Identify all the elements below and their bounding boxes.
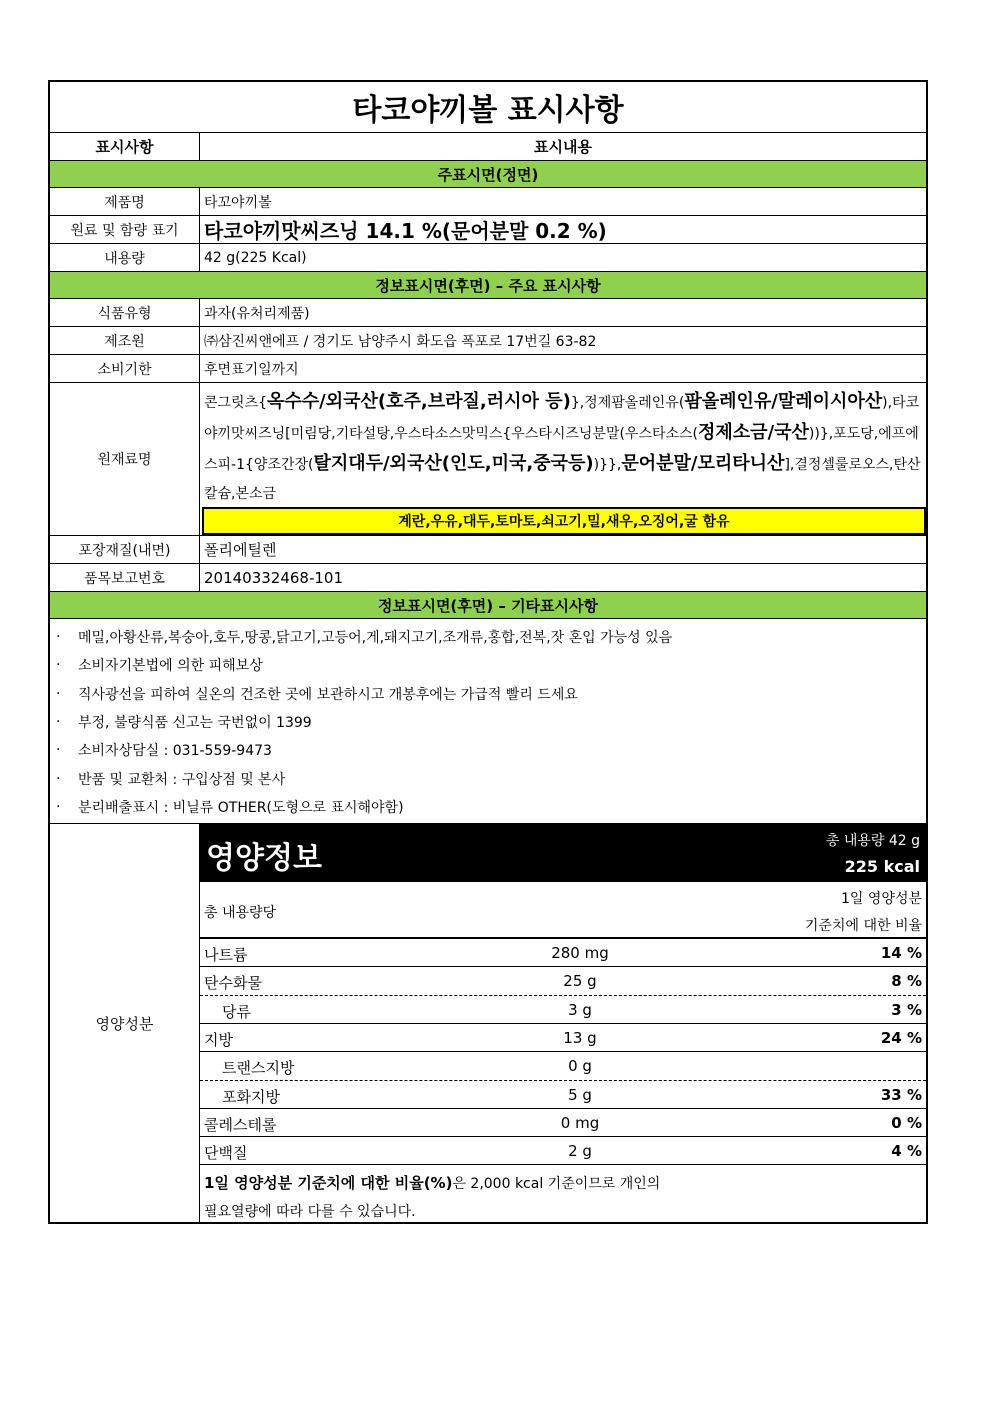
note-item bbox=[56, 708, 926, 736]
product-name-row bbox=[50, 188, 926, 216]
nutrient-percent: 3 % bbox=[891, 1000, 922, 1019]
ingredient-part: 옥수수/외국산(호주,브라질,러시아 등) bbox=[267, 391, 571, 412]
nutrition-subheader bbox=[200, 882, 926, 939]
note-item bbox=[56, 651, 926, 679]
packaging-row bbox=[50, 536, 926, 564]
ingredients-text bbox=[200, 383, 926, 507]
nutrition-footer-line2: 필요열량에 따라 다를 수 있습니다. bbox=[204, 1204, 416, 1221]
nutrient-name: 콜레스테롤 bbox=[204, 1115, 277, 1134]
ingredient-part: 콘그릿츠{ bbox=[204, 395, 268, 411]
expiry-row bbox=[50, 355, 926, 383]
header-col-content: 표시내용 bbox=[534, 138, 592, 156]
nutrient-amount: 25 g bbox=[563, 972, 597, 991]
nutrient-amount: 0 mg bbox=[560, 1113, 600, 1132]
header-col-label: 표시사항 bbox=[50, 133, 200, 160]
nutrition-table-row bbox=[200, 967, 926, 995]
bullet-icon: · bbox=[56, 629, 61, 646]
nutrition-row bbox=[50, 824, 926, 1222]
ingredient-part: 정제소금/국산 bbox=[698, 422, 809, 443]
ingredient-part: )}}, bbox=[593, 457, 622, 473]
food-type-label: 식품유형 bbox=[50, 299, 200, 326]
nutrition-footer-rest: 은 2,000 kcal 기준이므로 개인의 bbox=[452, 1176, 661, 1193]
bullet-icon: · bbox=[56, 742, 61, 759]
manufacturer-value: ㈜삼진씨앤에프 / 경기도 남양주시 화도읍 폭포로 17번길 63-82 bbox=[204, 333, 597, 350]
nutrient-percent: 0 % bbox=[891, 1113, 922, 1132]
expiry-value: 후면표기일까지 bbox=[204, 361, 299, 378]
nutrition-title: 영양정보 bbox=[206, 841, 322, 877]
note-text: 소비자상담실 : 031-559-9473 bbox=[78, 743, 272, 760]
packaging-label: 포장재질(내면) bbox=[50, 536, 200, 563]
nutrient-amount: 13 g bbox=[563, 1028, 597, 1047]
nutrient-name: 단백질 bbox=[204, 1144, 248, 1163]
product-name-label: 제품명 bbox=[50, 188, 200, 215]
nutrition-label: 영양성분 bbox=[50, 824, 200, 1222]
nutrition-per: 총 내용량당 bbox=[204, 905, 277, 922]
nutrient-name: 탄수화물 bbox=[204, 974, 262, 993]
ingredient-ratio-label: 원료 및 함량 표기 bbox=[50, 216, 200, 243]
nutrient-amount: 0 g bbox=[568, 1057, 592, 1076]
bullet-icon: · bbox=[56, 798, 61, 815]
nutrient-amount: 2 g bbox=[568, 1142, 592, 1161]
ingredient-part: 탈지대두/외국산(인도,미국,중국등) bbox=[313, 453, 594, 474]
ingredient-part: 문어분말/모리타니산 bbox=[621, 453, 785, 474]
nutrition-footer-bold: 1일 영양성분 기준치에 대한 비율(%) bbox=[204, 1174, 453, 1193]
nutrient-percent: 33 % bbox=[880, 1085, 922, 1104]
header-row bbox=[50, 133, 926, 161]
food-type-row bbox=[50, 299, 926, 327]
page-title: 타코야끼볼 표시사항 bbox=[50, 82, 926, 133]
ingredient-ratio-row bbox=[50, 216, 926, 244]
manufacturer-label: 제조원 bbox=[50, 327, 200, 354]
bullet-icon: · bbox=[56, 657, 61, 674]
report-no-value: 20140332468-101 bbox=[204, 568, 344, 587]
bullet-icon: · bbox=[56, 685, 61, 702]
nutrition-table-row bbox=[200, 1109, 926, 1137]
manufacturer-row bbox=[50, 327, 926, 355]
report-no-label: 품목보고번호 bbox=[50, 564, 200, 591]
nutrition-table-row bbox=[200, 1024, 926, 1052]
bullet-icon: · bbox=[56, 770, 61, 787]
packaging-value: 폴리에틸렌 bbox=[204, 541, 277, 559]
nutrient-percent: 4 % bbox=[891, 1142, 922, 1161]
nutrient-amount: 280 mg bbox=[551, 944, 609, 963]
nutrient-percent: 24 % bbox=[880, 1028, 922, 1047]
allergen-notice: 계란,우유,대두,토마토,쇠고기,밀,새우,오징어,굴 함유 bbox=[202, 507, 926, 535]
note-text: 반품 및 교환처 : 구입상점 및 본사 bbox=[78, 771, 286, 788]
nutrition-panel bbox=[200, 824, 926, 1222]
nutrient-name: 포화지방 bbox=[222, 1087, 280, 1106]
note-item bbox=[56, 680, 926, 708]
nutrition-header bbox=[200, 824, 926, 882]
nutrition-total: 총 내용량 42 g bbox=[825, 833, 920, 850]
nutrition-footer bbox=[200, 1165, 926, 1230]
section-back-other-header: 정보표시면(후면) – 기타표시사항 bbox=[50, 592, 926, 619]
notes-row bbox=[50, 619, 926, 824]
nutrient-name: 트랜스지방 bbox=[222, 1059, 295, 1078]
expiry-label: 소비기한 bbox=[50, 355, 200, 382]
note-text: 부정, 불량식품 신고는 국번없이 1399 bbox=[78, 715, 312, 732]
ingredient-part: ),타코야끼맛씨즈닝[미림당,기타설탕,우스타소스맛믹스{우스타시즈닝분말(우스타소스( bbox=[204, 395, 920, 442]
section-front-header: 주표시면(정면) bbox=[50, 161, 926, 188]
content-label: 내용량 bbox=[50, 244, 200, 271]
section-back-main-header: 정보표시면(후면) – 주요 표시사항 bbox=[50, 272, 926, 299]
note-item bbox=[56, 793, 926, 821]
nutrition-rows bbox=[200, 939, 926, 1165]
note-text: 소비자기본법에 의한 피해보상 bbox=[78, 658, 263, 675]
ingredient-part: 팜올레인유/말레이시아산 bbox=[684, 391, 883, 412]
note-text: 메밀,아황산류,복숭아,호두,땅콩,닭고기,고등어,게,돼지고기,조개류,홍합,전복,잣 혼입 가능성 있음 bbox=[78, 630, 673, 647]
nutrient-name: 당류 bbox=[222, 1002, 251, 1021]
label-sheet bbox=[48, 80, 928, 1224]
nutrient-name: 나트륨 bbox=[204, 946, 248, 965]
notes-list bbox=[50, 619, 926, 823]
nutrition-table-row bbox=[200, 1137, 926, 1165]
ingredients-label: 원재료명 bbox=[50, 383, 200, 535]
nutrient-amount: 3 g bbox=[568, 1000, 592, 1019]
ingredients-row bbox=[50, 383, 926, 536]
ingredient-part: },정제팜올레인유( bbox=[570, 395, 685, 411]
nutrient-name: 지방 bbox=[204, 1030, 233, 1049]
note-text: 직사광선을 피하여 실온의 건조한 곳에 보관하시고 개봉후에는 가급적 빨리 드세요 bbox=[78, 686, 578, 703]
product-name-value: 타꼬야끼볼 bbox=[204, 194, 272, 211]
nutrition-kcal: 225 kcal bbox=[844, 857, 920, 877]
ingredients-cell bbox=[200, 383, 926, 535]
nutrition-table-row bbox=[200, 1052, 926, 1080]
note-text: 분리배출표시 : 비닐류 OTHER(도형으로 표시해야함) bbox=[78, 799, 404, 816]
content-value: 42 g(225 Kcal) bbox=[204, 249, 307, 266]
note-item bbox=[56, 764, 926, 792]
ingredient-part: ],결정셀룰로오스,탄산칼슘,본소금 bbox=[204, 457, 921, 502]
nutrient-amount: 5 g bbox=[568, 1085, 592, 1104]
ingredient-part: ))},포도당,에프에스피-1{양조간장( bbox=[204, 426, 919, 473]
note-item bbox=[56, 736, 926, 764]
note-item bbox=[56, 623, 926, 651]
nutrient-percent: 8 % bbox=[891, 972, 922, 991]
nutrition-ref-line1: 1일 영양성분 bbox=[841, 891, 922, 908]
content-row bbox=[50, 244, 926, 272]
ingredient-ratio-value: 타코야끼맛씨즈닝 14.1 %(문어분말 0.2 %) bbox=[204, 219, 607, 243]
nutrition-ref-line2: 기준치에 대한 비율 bbox=[804, 918, 922, 935]
nutrition-table-row bbox=[200, 939, 926, 967]
nutrient-percent: 14 % bbox=[880, 944, 922, 963]
nutrition-table-row bbox=[200, 996, 926, 1024]
bullet-icon: · bbox=[56, 714, 61, 731]
nutrition-table-row bbox=[200, 1081, 926, 1109]
report-no-row bbox=[50, 564, 926, 592]
food-type-value: 과자(유처리제품) bbox=[204, 305, 310, 322]
